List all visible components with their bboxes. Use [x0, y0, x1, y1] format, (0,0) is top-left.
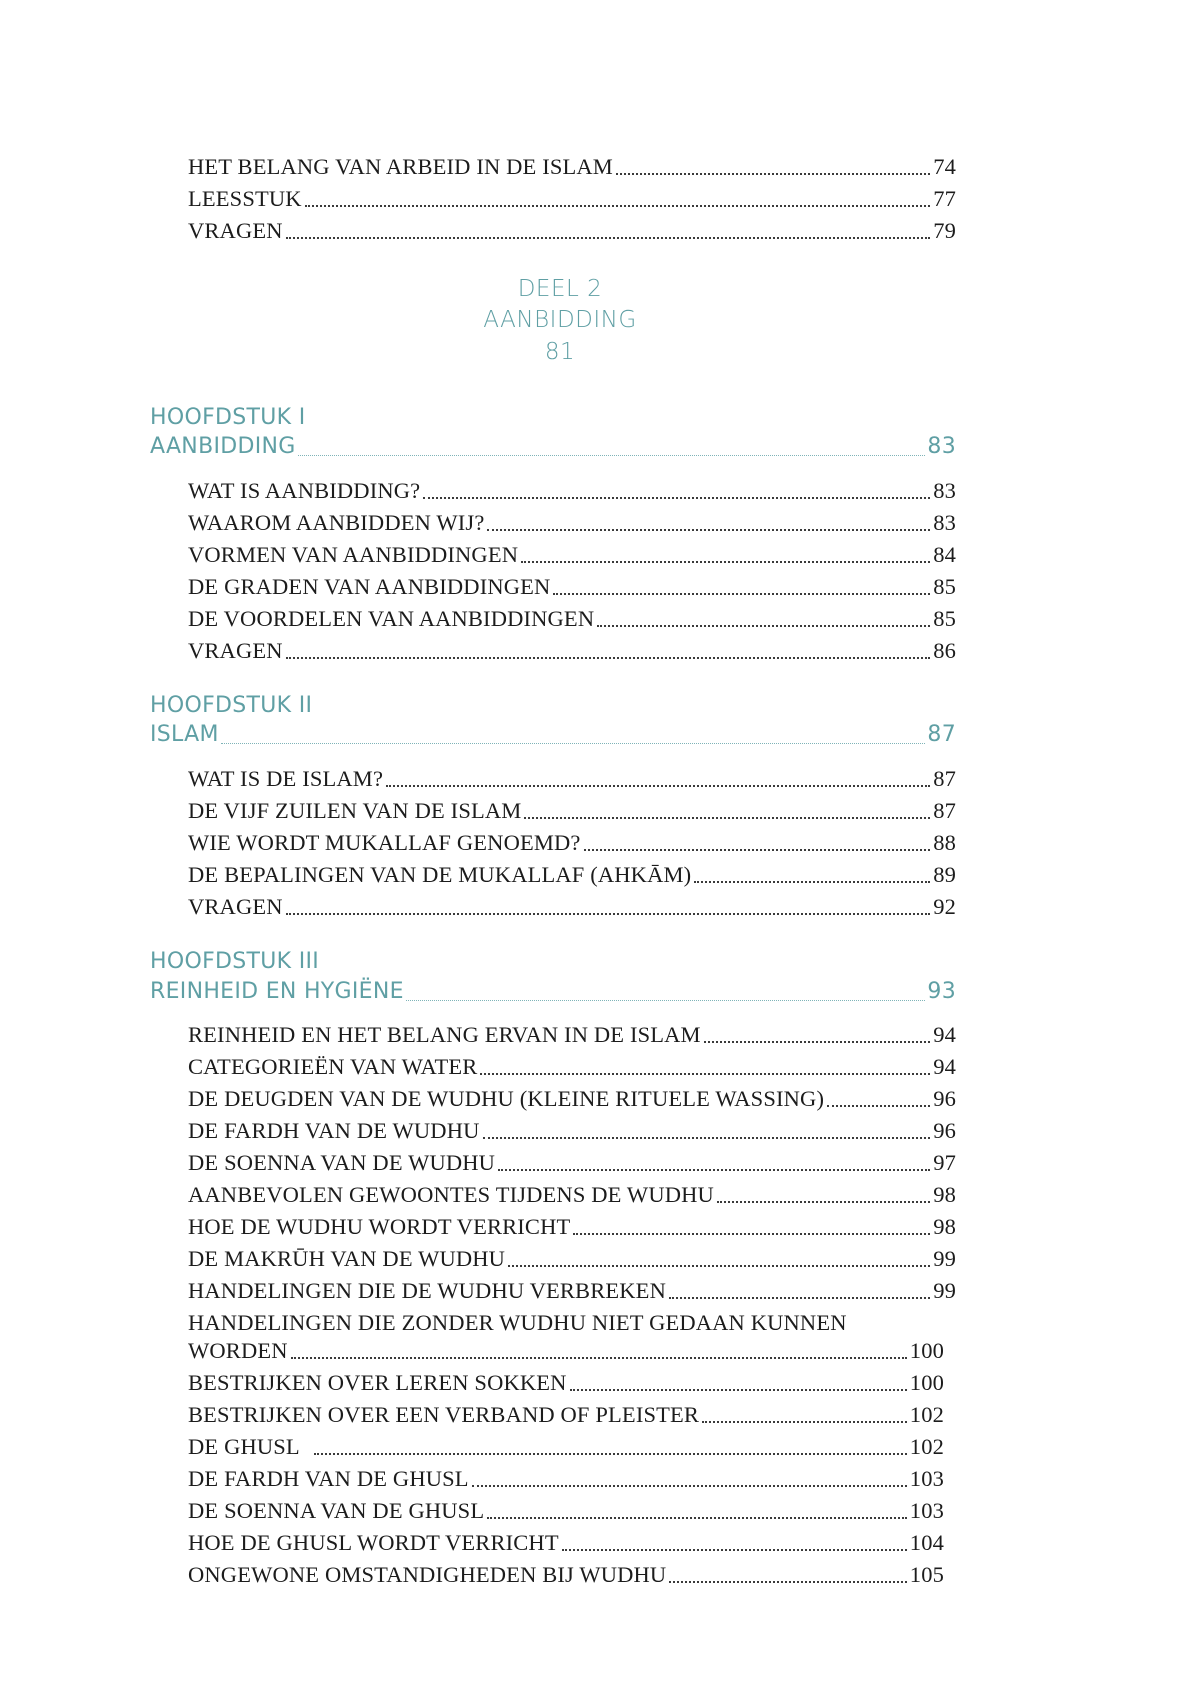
toc-entry	[188, 1529, 944, 1557]
toc-entry-page: 100	[909, 1370, 944, 1395]
chapter-title: REINHEID EN HYGIËNE	[150, 979, 404, 1004]
dot-leader	[221, 743, 926, 744]
toc-entry-title-line2: WORDEN	[188, 1338, 288, 1363]
toc-entry-title: VRAGEN	[188, 218, 283, 243]
dot-leader	[827, 1105, 930, 1107]
dot-leader	[553, 593, 930, 595]
toc-entry-title: DE GRADEN VAN AANBIDDINGEN	[188, 574, 551, 599]
dot-leader	[472, 1485, 907, 1487]
chapter-page: 93	[927, 979, 956, 1004]
chapter-number: HOOFDSTUK II	[150, 693, 313, 718]
chapter-heading	[150, 433, 956, 461]
toc-entry	[188, 1497, 944, 1525]
dot-leader	[704, 1041, 930, 1043]
toc-entry-page: 77	[933, 186, 956, 211]
dot-leader	[298, 455, 926, 456]
toc-entry-row	[188, 1337, 944, 1365]
toc-entry-page: 89	[933, 862, 956, 887]
dot-leader	[669, 1581, 906, 1583]
toc-entry	[188, 1213, 956, 1241]
dot-leader	[487, 1517, 907, 1519]
dot-leader	[573, 1233, 930, 1235]
chapter-page: 83	[927, 434, 956, 459]
toc-entry-title: BESTRIJKEN OVER LEREN SOKKEN	[188, 1370, 567, 1395]
dot-leader	[286, 237, 931, 239]
dot-leader	[584, 849, 931, 851]
dot-leader	[498, 1169, 930, 1171]
toc-entry-title: DE SOENNA VAN DE GHUSL	[188, 1498, 485, 1523]
toc-entry-title: HET BELANG VAN ARBEID IN DE ISLAM	[188, 154, 613, 179]
toc-entry-page: 100	[909, 1338, 944, 1363]
chapter-title: ISLAM	[150, 722, 219, 747]
dot-leader	[386, 785, 930, 787]
toc-entry-page: 103	[909, 1498, 944, 1523]
toc-entry-page: 103	[909, 1466, 944, 1491]
chapter-heading	[150, 978, 956, 1006]
toc-entry-page: 102	[909, 1402, 944, 1427]
chapter-number: HOOFDSTUK I	[150, 405, 306, 430]
toc-entry-title: LEESSTUK	[188, 186, 302, 211]
toc-entry-page: 102	[909, 1434, 944, 1459]
toc-entry-page: 86	[933, 638, 956, 663]
toc-entry	[188, 477, 956, 505]
dot-leader	[562, 1549, 907, 1551]
toc-entry-title: DE VIJF ZUILEN VAN DE ISLAM	[188, 798, 522, 823]
toc-entry	[188, 541, 956, 569]
toc-entry	[188, 1053, 956, 1081]
toc-entry	[188, 829, 956, 857]
toc-entry-title: WIE WORDT MUKALLAF GENOEMD?	[188, 830, 581, 855]
dot-leader	[597, 625, 930, 627]
dot-leader	[305, 205, 930, 207]
dot-leader	[669, 1297, 930, 1299]
toc-entry-title: DE FARDH VAN DE WUDHU	[188, 1118, 480, 1143]
toc-entry-page: 85	[933, 606, 956, 631]
toc-entry-title: AANBEVOLEN GEWOONTES TIJDENS DE WUDHU	[188, 1182, 714, 1207]
toc-entry-title: ONGEWONE OMSTANDIGHEDEN BIJ WUDHU	[188, 1562, 667, 1587]
toc-entry-title: DE GHUSL	[188, 1434, 300, 1459]
toc-entry-title: DE MAKRŪH VAN DE WUDHU	[188, 1246, 506, 1271]
toc-entry	[188, 1465, 944, 1493]
toc-entry	[188, 1433, 944, 1461]
toc-entry	[188, 637, 956, 665]
toc-entry	[188, 509, 956, 537]
toc-entry-title: BESTRIJKEN OVER EEN VERBAND OF PLEISTER	[188, 1402, 700, 1427]
chapter-heading	[150, 721, 956, 749]
toc-entry	[188, 153, 956, 181]
toc-entry	[188, 1309, 944, 1365]
toc-entry-page: 83	[933, 478, 956, 503]
toc-entry-page: 98	[933, 1214, 956, 1239]
toc-entry-title: WAAROM AANBIDDEN WIJ?	[188, 510, 485, 535]
dot-leader	[521, 561, 930, 563]
toc-entry-page: 105	[909, 1562, 944, 1587]
toc-entry-title: DE BEPALINGEN VAN DE MUKALLAF (AHKĀM)	[188, 862, 692, 887]
toc-entry	[188, 765, 956, 793]
toc-entry-title: VRAGEN	[188, 638, 283, 663]
toc-entry	[188, 217, 956, 245]
dot-leader	[702, 1421, 907, 1423]
chapter-number: HOOFDSTUK III	[150, 949, 320, 974]
dot-leader	[291, 1357, 907, 1359]
toc-entry-page: 97	[933, 1150, 956, 1175]
toc-entry-page: 83	[933, 510, 956, 535]
dot-leader	[524, 817, 930, 819]
part-page: 81	[544, 339, 576, 365]
toc-entry-title: HOE DE WUDHU WORDT VERRICHT	[188, 1214, 571, 1239]
toc-entry-page: 98	[933, 1182, 956, 1207]
toc-entry-title: HANDELINGEN DIE DE WUDHU VERBREKEN	[188, 1278, 666, 1303]
toc-entry	[188, 573, 956, 601]
dot-leader	[570, 1389, 907, 1391]
toc-entry-page: 85	[933, 574, 956, 599]
toc-entry	[188, 893, 956, 921]
dot-leader	[314, 1453, 907, 1455]
part-label: DEEL 2	[517, 276, 603, 302]
toc-entry-page: 74	[933, 154, 956, 179]
dot-leader	[694, 881, 930, 883]
toc-entry-page: 88	[933, 830, 956, 855]
toc-entry-page: 79	[933, 218, 956, 243]
toc-entry	[188, 861, 956, 889]
toc-entry-page: 92	[933, 894, 956, 919]
toc-entry	[188, 1369, 944, 1397]
dot-leader	[483, 1137, 931, 1139]
toc-entry-page: 104	[909, 1530, 944, 1555]
toc-entry	[188, 1117, 956, 1145]
dot-leader	[487, 529, 930, 531]
dot-leader	[423, 497, 930, 499]
dot-leader	[616, 173, 930, 175]
chapter-title: AANBIDDING	[150, 434, 296, 459]
dot-leader	[480, 1073, 930, 1075]
toc-entry-page: 84	[933, 542, 956, 567]
part-title: AANBIDDING	[483, 307, 637, 333]
toc-entry-title-line1: HANDELINGEN DIE ZONDER WUDHU NIET GEDAAN KUNNEN	[188, 1310, 847, 1335]
toc-entry-page: 96	[933, 1086, 956, 1111]
toc-entry	[188, 1277, 956, 1305]
toc-entry-title: CATEGORIEËN VAN WATER	[188, 1054, 478, 1079]
toc-entry-page: 87	[933, 798, 956, 823]
toc-entry	[188, 605, 956, 633]
toc-entry-title: DE FARDH VAN DE GHUSL	[188, 1466, 469, 1491]
dot-leader	[406, 1000, 926, 1001]
toc-entry-title: WAT IS AANBIDDING?	[188, 478, 421, 503]
toc-entry-title: VORMEN VAN AANBIDDINGEN	[188, 542, 519, 567]
toc-entry-title: DE DEUGDEN VAN DE WUDHU (KLEINE RITUELE WASSING)	[188, 1086, 825, 1111]
dot-leader	[508, 1265, 930, 1267]
toc-entry	[188, 1085, 956, 1113]
toc-entry-title: VRAGEN	[188, 894, 283, 919]
toc-entry-title: HOE DE GHUSL WORDT VERRICHT	[188, 1530, 559, 1555]
dot-leader	[286, 657, 931, 659]
toc-entry	[188, 1561, 944, 1589]
toc-entry	[188, 1149, 956, 1177]
toc-entry	[188, 1401, 944, 1429]
toc-entry-page: 87	[933, 766, 956, 791]
dot-leader	[286, 913, 931, 915]
toc-entry-title: WAT IS DE ISLAM?	[188, 766, 384, 791]
toc-entry	[188, 1021, 956, 1049]
chapter-page: 87	[927, 722, 956, 747]
toc-entry-title: REINHEID EN HET BELANG ERVAN IN DE ISLAM	[188, 1022, 701, 1047]
toc-entry-page: 99	[933, 1278, 956, 1303]
toc-entry-page: 99	[933, 1246, 956, 1271]
toc-entry-title: DE VOORDELEN VAN AANBIDDINGEN	[188, 606, 595, 631]
toc-entry	[188, 185, 956, 213]
toc-entry	[188, 797, 956, 825]
toc-entry-page: 94	[933, 1022, 956, 1047]
toc-entry	[188, 1245, 956, 1273]
toc-entry-page: 96	[933, 1118, 956, 1143]
toc-entry-page: 94	[933, 1054, 956, 1079]
toc-entry-title: DE SOENNA VAN DE WUDHU	[188, 1150, 496, 1175]
dot-leader	[717, 1201, 930, 1203]
toc-entry	[188, 1181, 956, 1209]
